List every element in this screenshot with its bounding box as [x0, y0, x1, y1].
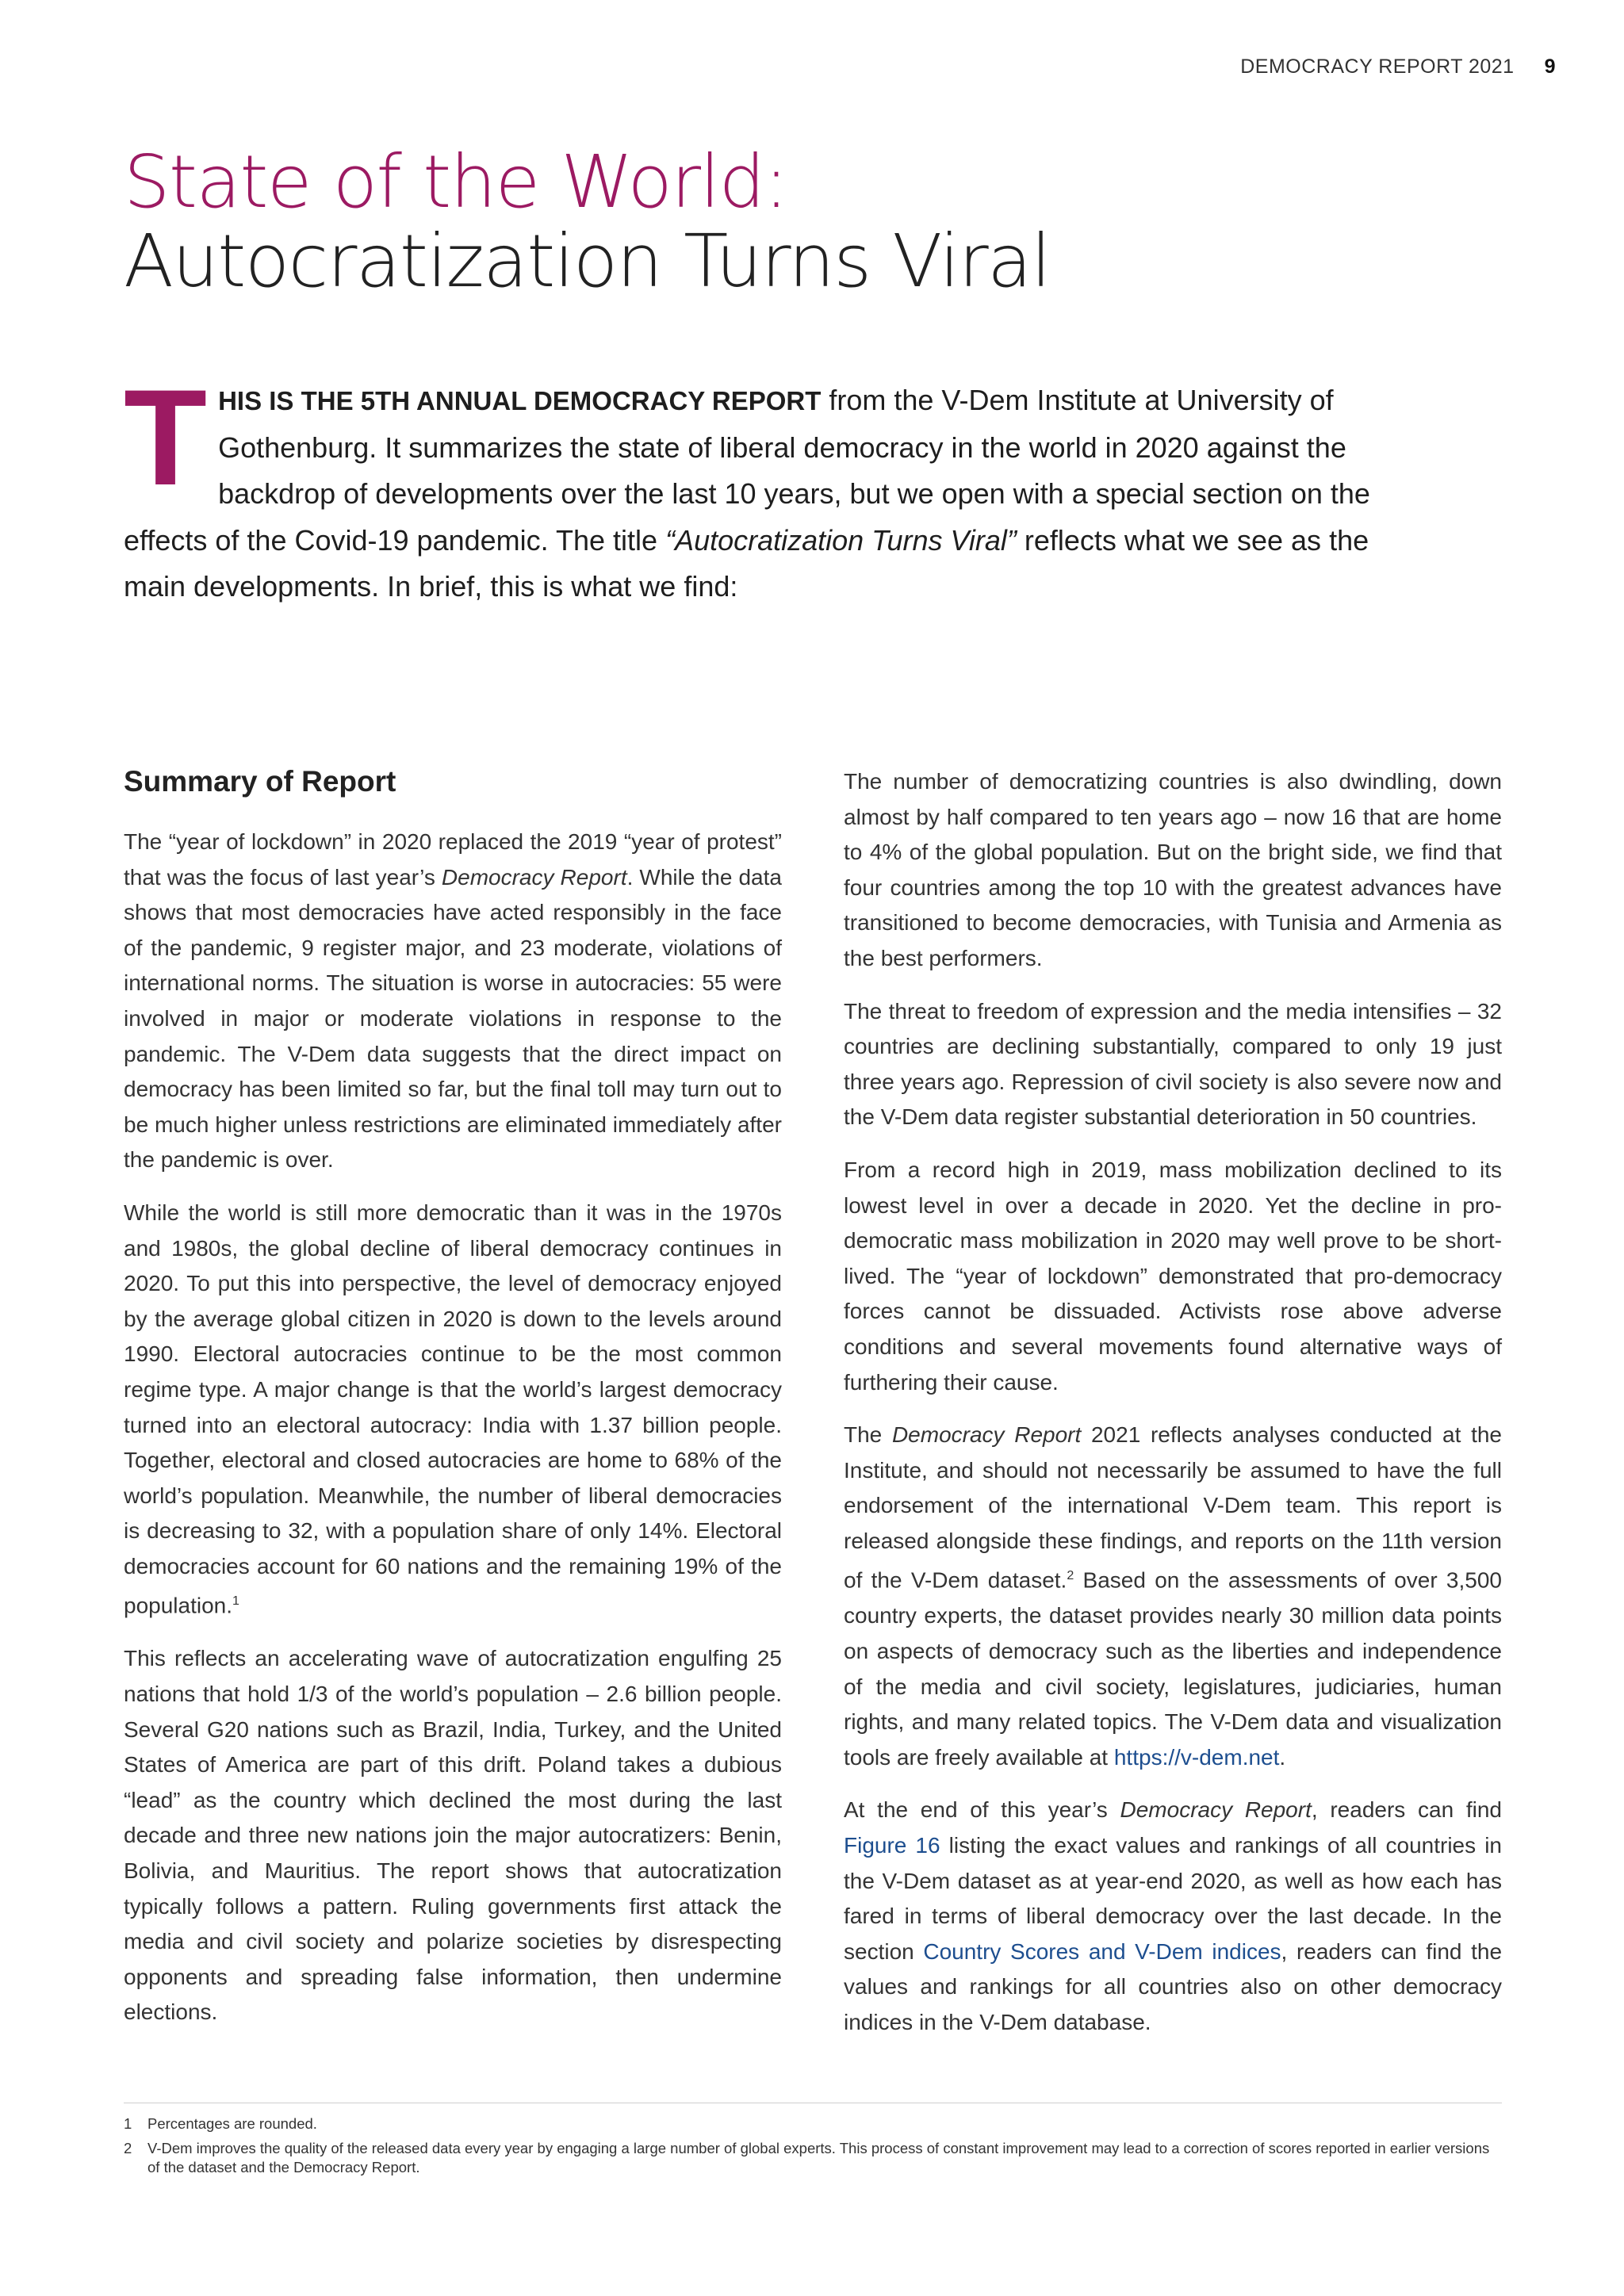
p1-text-a: The “year of lockdown” in 2020 replaced the 2019 “year of protest” that was the focus of last year’s [124, 829, 782, 890]
paragraph-2 [124, 1196, 782, 1624]
paragraph-3 [124, 1641, 782, 2030]
footnote-ref-2[interactable]: 2 [1067, 1569, 1074, 1583]
p8-text-c: listing the exact values and rankings of all countries in the V-Dem dataset as at year-end 2020, as well as how each has fared in terms of liberal democracy over the last decade. In the section [844, 1832, 1502, 1964]
p3-text: This reflects an accelerating wave of autocratization engulfing 25 nations that hold 1/3 of the world’s population – 2.6 billion people. Several G20 nations such as Brazil, India, Turkey, and the United States of America are part of this drift. Poland takes a dubious “lead” as the country which declined the most during the last decade and three new nations join the major autocratizers: Benin, Bolivia, and Mauritius. The report shows that autocratization typically follows a pattern. Ruling governments first attack the media and civil society and polarize societies by disrespecting opponents and spreading false information, then undermine elections. [124, 1646, 782, 2025]
p8-text-b: , readers can find [1311, 1797, 1503, 1823]
paragraph-1 [124, 825, 782, 1178]
intro-paragraph [124, 362, 1377, 610]
p7-text-a: The [844, 1422, 892, 1448]
p8-text-d: , readers can find the values and rankings for all countries also on other democracy indices in the V-Dem database. [844, 1938, 1503, 2034]
intro-text-a: from the V-Dem Institute at University of Gothenburg. It summarizes the state of liberal democracy in the world in 2020 against the backdrop of developments over the last 10 years, but we open with a special section on the effects of the Covid-19 pandemic. The title [124, 384, 1370, 557]
footnote-ref-1[interactable]: 1 [232, 1594, 239, 1609]
intro-lead: HIS IS THE 5TH ANNUAL DEMOCRACY REPORT [218, 386, 822, 415]
section-heading: Summary of Report [124, 765, 396, 798]
left-column [124, 760, 782, 2048]
p7-end: . [1279, 1744, 1286, 1770]
p7-italic: Democracy Report [891, 1422, 1082, 1448]
vdem-website-link[interactable]: https://v-dem.net [1113, 1744, 1280, 1770]
p5-text: The threat to freedom of expression and the media intensifies – 32 countries are declining substantially, compared to only 19 just three years ago. Repression of civil society is also severe now and the V-Dem data register substantial deterioration in 50 countries. [844, 998, 1502, 1130]
chapter-title-line1: State of the World: [124, 140, 788, 224]
paragraph-8 [844, 1793, 1502, 2040]
p7-text-b: 2021 reflects analyses conducted at the Institute, and should not necessarily be assumed to have the full endorsement of the international V-Dem team. This report is released alongside these findings, and reports on the 11th version of the V-Dem dataset. [844, 1422, 1502, 1593]
report-title: DEMOCRACY REPORT 2021 [1240, 55, 1515, 78]
intro-title-italic: “Autocratization Turns Viral” [665, 523, 1017, 557]
paragraph-4 [844, 764, 1502, 977]
footnote-text: V-Dem improves the quality of the released data every year by engaging a large number of global experts. This process of constant improvement may lead to a correction of scores reported in earlier versions of the dataset and the Democracy Report. [147, 2140, 1490, 2175]
intro-text-b: reflects what we see as the main developments. In brief, this is what we find: [124, 523, 1369, 603]
footnote-text: Percentages are rounded. [147, 2115, 317, 2132]
paragraph-6 [844, 1153, 1502, 1400]
chapter-title-line2: Autocratization Turns Viral [124, 219, 1051, 304]
footnote-1 [124, 2114, 1502, 2133]
page-number: 9 [1544, 55, 1556, 78]
p2-text: While the world is still more democratic than it was in the 1970s and 1980s, the global decline of liberal democracy continues in 2020. To put this into perspective, the level of democracy enjoyed by the average global citizen in 2020 is down to the levels around 1990. Electoral autocracies continue to be the most common regime type. A major change is that the world’s largest democracy turned into an electoral autocracy: India with 1.37 billion people. Together, electoral and closed autocracies are home to 68% of the world’s population. Meanwhile, the number of liberal democracies is decreasing to 32, with a population share of only 14%. Electoral democracies account for 60 nations and the remaining 19% of the population. [124, 1200, 782, 1618]
chapter-title [124, 140, 1051, 304]
footnote-number: 2 [124, 2140, 132, 2156]
footnote-2 [124, 2139, 1502, 2177]
p4-text: The number of democratizing countries is also dwindling, down almost by half compared to ten years ago – now 16 that are home to 4% of the global population. But on the bright side, we find that four countries among the top 10 with the greatest advances have transitioned to become democracies, with Tunisia and Armenia as the best performers. [844, 769, 1502, 970]
p6-text: From a record high in 2019, mass mobilization declined to its lowest level in over a decade in 2020. Yet the decline in pro-democratic mass mobilization in 2020 may well prove to be short-lived. The “year of lockdown” demonstrated that pro-democracy forces cannot be dissuaded. Activists rose above adverse conditions and several movements found alternative ways of furthering their cause. [844, 1157, 1502, 1395]
running-header [1240, 55, 1556, 78]
p7-text-c: Based on the assessments of over 3,500 country experts, the dataset provides nearly 30 million data points on aspects of democracy such as the liberties and independence of the media and civil society, legislatures, judiciaries, human rights, and many related topics. The V-Dem data and visualization tools are freely available at [844, 1567, 1503, 1770]
drop-cap: T [124, 362, 208, 514]
footnote-number: 1 [124, 2115, 132, 2132]
p1-italic: Democracy Report [441, 864, 627, 890]
p8-text-a: At the end of this year’s [844, 1797, 1120, 1823]
figure-16-link[interactable]: Figure 16 [844, 1832, 940, 1858]
country-scores-link[interactable]: Country Scores and V-Dem indices [923, 1938, 1281, 1964]
footnotes [124, 2103, 1502, 2183]
p8-italic: Democracy Report [1120, 1797, 1312, 1823]
paragraph-5 [844, 994, 1502, 1135]
paragraph-7 [844, 1418, 1502, 1775]
right-column [844, 764, 1502, 2058]
p1-text-b: . While the data shows that most democracies have acted responsibly in the face of the pandemic, 9 register major, and 23 moderate, violations of international norms. The situation is worse in autocracies: 55 were involved in major or moderate violations in response to the pandemic. The V-Dem data suggests that the direct impact on democracy has been limited so far, but the final toll may turn out to be much higher unless restrictions are eliminated immediately after the pandemic is over. [124, 864, 782, 1173]
